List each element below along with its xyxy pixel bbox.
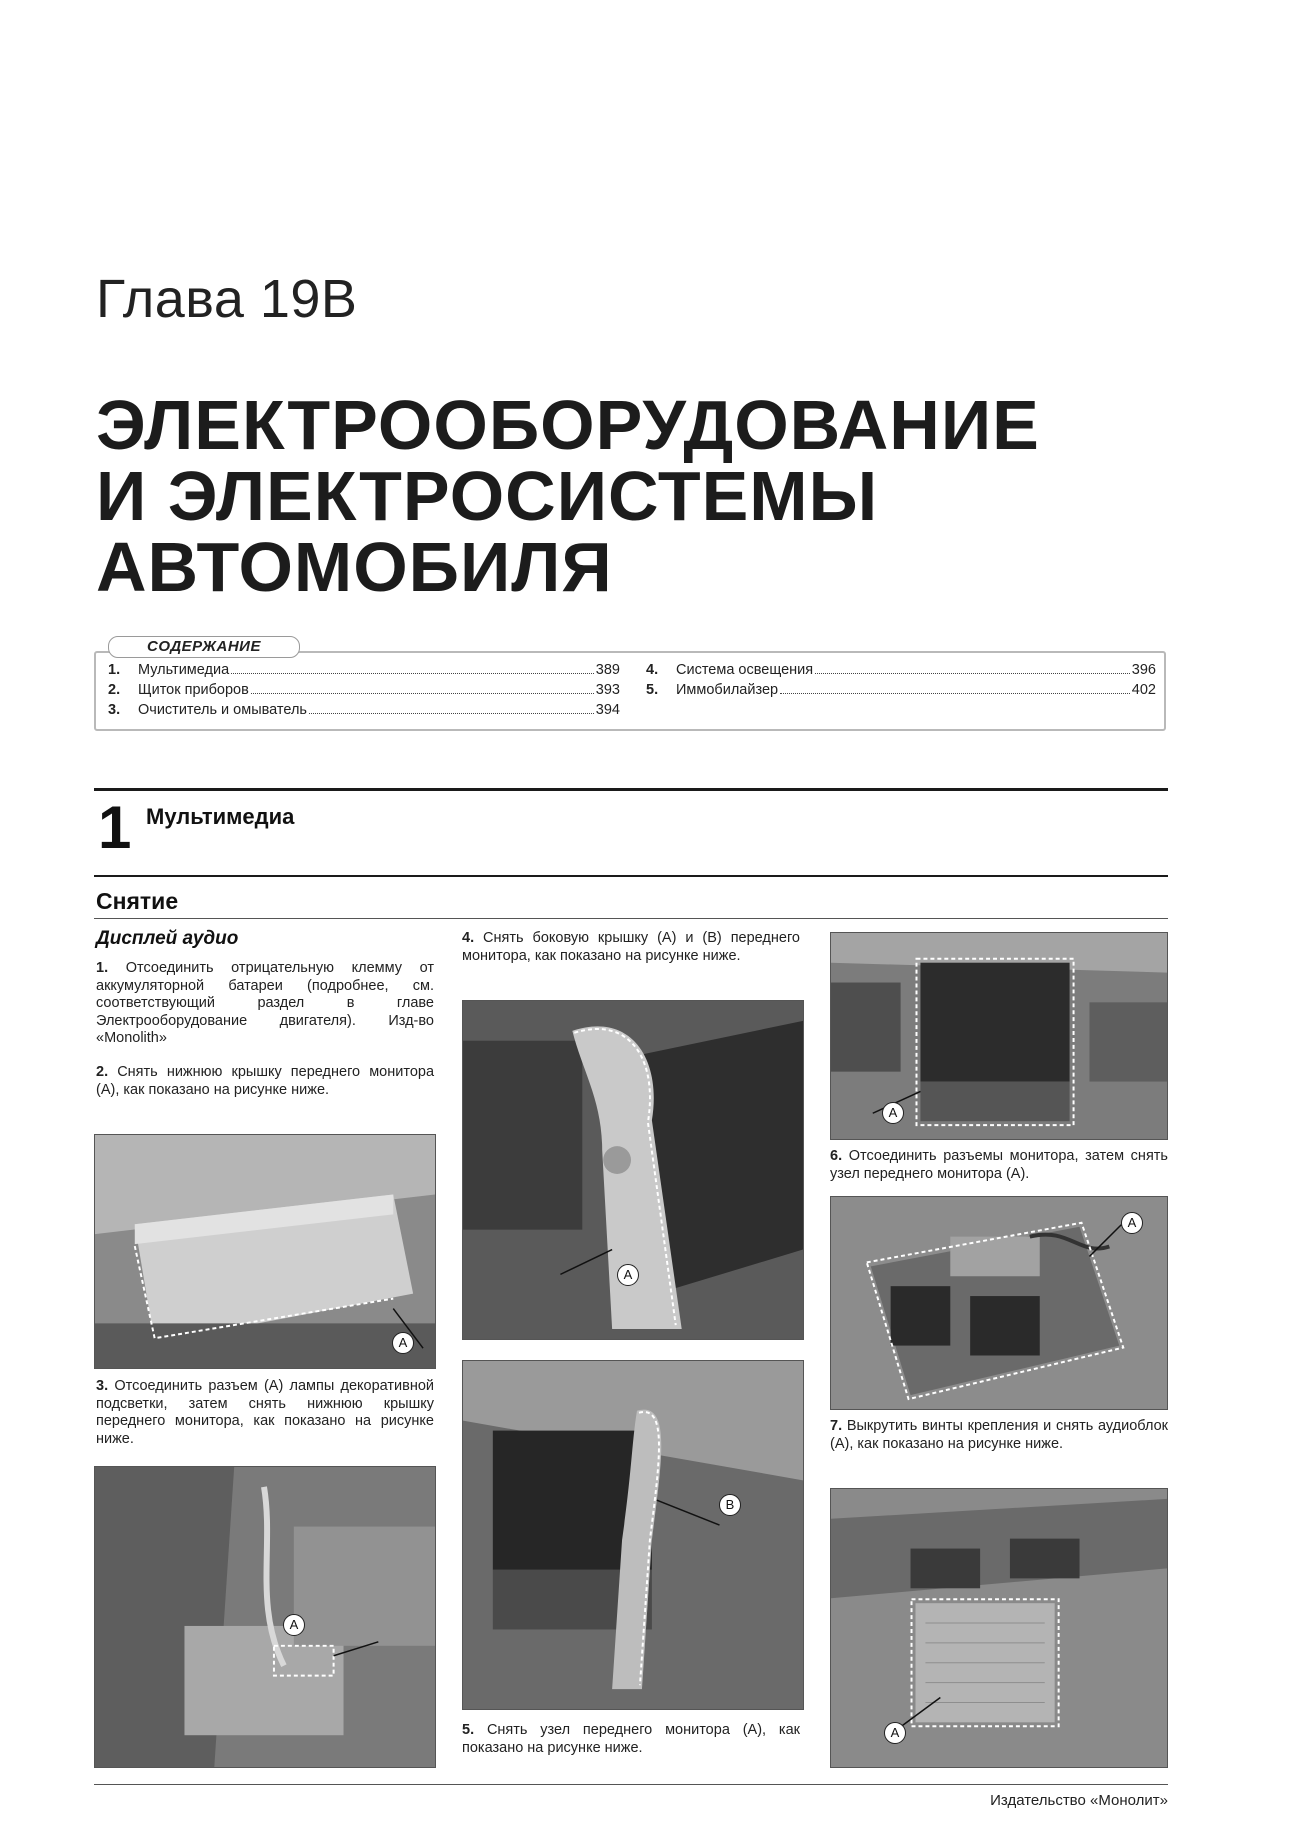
contents-item-number: 2.: [108, 682, 121, 698]
chapter-title: [96, 386, 1196, 606]
step-text: Выкрутить винты крепления и снять аудиоблок (A), как показано на рисунке ниже.: [830, 1418, 1168, 1452]
publisher-footer: Издательство «Монолит»: [990, 1792, 1168, 1809]
step-number: 7.: [830, 1418, 843, 1434]
contents-item-title: Иммобилайзер: [676, 682, 779, 698]
step-number: 1.: [96, 960, 109, 976]
photo-front-monitor: [830, 932, 1168, 1140]
step-2: [96, 1064, 434, 1099]
contents-item-title: Мультимедиа: [138, 662, 230, 678]
callout-a: A: [617, 1264, 639, 1286]
photo-audio-unit: [830, 1488, 1168, 1768]
column-heading: Дисплей аудио: [96, 928, 239, 949]
callout-a: A: [882, 1102, 904, 1124]
subsection-rule-bottom: [94, 918, 1168, 919]
contents-item-number: 3.: [108, 702, 121, 718]
chapter-label: Глава 19В: [96, 269, 358, 329]
step-number: 2.: [96, 1064, 109, 1080]
section-number: 1: [98, 794, 132, 861]
contents-item[interactable]: [646, 682, 1156, 702]
contents-leader-dots: [251, 693, 594, 694]
contents-item-title: Система освещения: [676, 662, 814, 678]
step-4: [462, 930, 800, 965]
chapter-title-line: АВТОМОБИЛЯ: [96, 528, 613, 606]
step-number: 5.: [462, 1722, 475, 1738]
contents-item-number: 4.: [646, 662, 659, 678]
step-3: [96, 1378, 434, 1448]
photo-side-cover-b: [462, 1360, 804, 1710]
step-text: Снять боковую крышку (A) и (B) переднего монитора, как показано на рисунке ниже.: [462, 930, 800, 964]
photo-monitor-connectors: [830, 1196, 1168, 1410]
contents-item-number: 5.: [646, 682, 659, 698]
contents-item-page: 389: [595, 662, 620, 678]
contents-heading: СОДЕРЖАНИЕ: [108, 636, 300, 658]
callout-b: B: [719, 1494, 741, 1516]
contents-item-title: Щиток приборов: [138, 682, 249, 698]
contents-leader-dots: [231, 673, 594, 674]
step-text: Отсоединить отрицательную клемму от аккумуляторной батареи (подробнее, см. соответствующий раздел в главе Электрооборудование двигателя). Изд-во «Monolith»: [96, 960, 434, 1046]
section-rule: [94, 788, 1168, 791]
contents-item[interactable]: [108, 702, 620, 722]
subsection-rule-top: [94, 875, 1168, 877]
callout-a: A: [884, 1722, 906, 1744]
step-5: [462, 1722, 800, 1757]
contents-item-title: Очиститель и омыватель: [138, 702, 307, 718]
contents-item-page: 393: [595, 682, 620, 698]
contents-column-right: [646, 662, 1156, 702]
step-1: [96, 960, 434, 1048]
callout-a: A: [392, 1332, 414, 1354]
contents-item[interactable]: [108, 682, 620, 702]
footer-rule: [94, 1784, 1168, 1785]
callout-a: A: [283, 1614, 305, 1636]
contents-item-page: 396: [1131, 662, 1156, 678]
photo-lower-monitor-cover: [94, 1134, 436, 1369]
step-text: Отсоединить разъемы монитора, затем снять узел переднего монитора (A).: [830, 1148, 1168, 1182]
step-6: [830, 1148, 1168, 1183]
callout-a: A: [1121, 1212, 1143, 1234]
section-title: Мультимедиа: [146, 804, 295, 829]
step-text: Снять нижнюю крышку переднего монитора (A), как показано на рисунке ниже.: [96, 1064, 435, 1098]
chapter-title-line: ЭЛЕКТРООБОРУДОВАНИЕ: [96, 386, 1040, 464]
contents-item-number: 1.: [108, 662, 121, 678]
contents-item[interactable]: [108, 662, 620, 682]
step-number: 3.: [96, 1378, 109, 1394]
step-number: 4.: [462, 930, 475, 946]
contents-column-left: [108, 662, 620, 722]
step-text: Снять узел переднего монитора (A), как показано на рисунке ниже.: [462, 1722, 800, 1756]
step-7: [830, 1418, 1168, 1453]
chapter-title-line: И ЭЛЕКТРОСИСТЕМЫ: [96, 457, 879, 535]
subsection-title: Снятие: [96, 888, 179, 914]
step-number: 6.: [830, 1148, 843, 1164]
contents-leader-dots: [309, 713, 594, 714]
photo-lamp-connector: [94, 1466, 436, 1768]
contents-item-page: 402: [1131, 682, 1156, 698]
contents-leader-dots: [780, 693, 1130, 694]
contents-leader-dots: [815, 673, 1130, 674]
contents-item-page: 394: [595, 702, 620, 718]
step-text: Отсоединить разъем (A) лампы декоративной подсветки, затем снять нижнюю крышку переднего монитора, как показано на рисунке ниже.: [96, 1378, 435, 1447]
photo-side-cover-a: [462, 1000, 804, 1340]
contents-item[interactable]: [646, 662, 1156, 682]
